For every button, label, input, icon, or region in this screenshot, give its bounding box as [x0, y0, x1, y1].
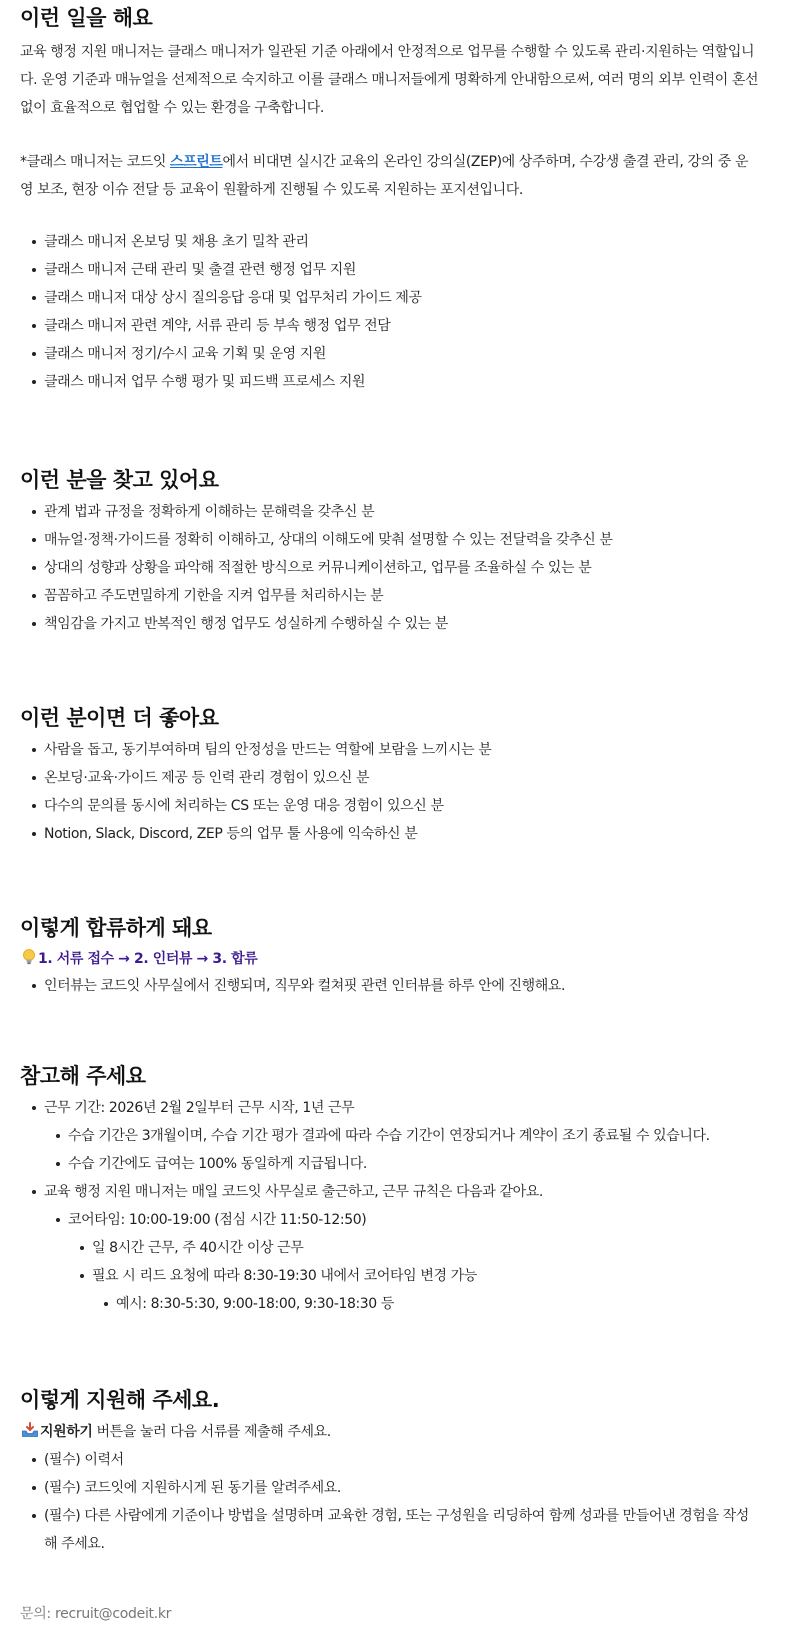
apply-list — [20, 1446, 760, 1558]
apply-instruction — [20, 1418, 760, 1446]
role-note-prefix: *클래스 매니저는 코드잇 — [20, 154, 170, 170]
section-preferred — [20, 700, 760, 848]
section-process — [20, 910, 760, 1000]
apply-instruction-text: 버튼을 눌러 다음 서류를 제출해 주세요. — [92, 1424, 331, 1440]
list-item: (필수) 이력서 — [20, 1446, 760, 1474]
section-heading-looking: 이런 분을 찾고 있어요 — [20, 468, 219, 492]
list-item: 교육 행정 지원 매니저는 매일 코드잇 사무실로 출근하고, 근무 규칙은 다음과 같아요. — [20, 1178, 760, 1206]
section-looking — [20, 462, 760, 638]
contact-info: 문의: recruit@codeit.kr — [20, 1606, 172, 1622]
list-item: 클래스 매니저 대상 상시 질의응답 응대 및 업무처리 가이드 제공 — [20, 284, 760, 312]
sprint-link[interactable]: 스프린트 — [170, 154, 223, 170]
list-item: (필수) 다른 사람에게 기준이나 방법을 설명하며 교육한 경험, 또는 구성원을 리딩하여 함께 성과를 만들어낸 경험을 작성해 주세요. — [20, 1502, 760, 1558]
list-item: 클래스 매니저 업무 수행 평가 및 피드백 프로세스 지원 — [20, 368, 760, 396]
list-item: 꼼꼼하고 주도면밀하게 기한을 지켜 업무를 처리하시는 분 — [20, 582, 760, 610]
list-item: (필수) 코드잇에 지원하시게 된 동기를 알려주세요. — [20, 1474, 760, 1502]
list-item: 클래스 매니저 관련 계약, 서류 관리 등 부속 행정 업무 전담 — [20, 312, 760, 340]
notes-example-list — [20, 1290, 760, 1318]
notes-coretime-list — [20, 1206, 760, 1234]
role-note — [20, 148, 760, 204]
list-item: 코어타임: 10:00-19:00 (점심 시간 11:50-12:50) — [20, 1206, 760, 1234]
list-item: 클래스 매니저 온보딩 및 채용 초기 밀착 관리 — [20, 228, 760, 256]
looking-list — [20, 498, 760, 638]
list-item: 인터뷰는 코드잇 사무실에서 진행되며, 직무와 컬쳐핏 관련 인터뷰를 하루 안에 진행해요. — [20, 972, 760, 1000]
section-notes — [20, 1058, 760, 1318]
list-item: 근무 기간: 2026년 2월 2일부터 근무 시작, 1년 근무 — [20, 1094, 760, 1122]
list-item: 필요 시 리드 요청에 따라 8:30-19:30 내에서 코어타임 변경 가능 — [20, 1262, 760, 1290]
notes-list — [20, 1094, 760, 1122]
list-item: 클래스 매니저 정기/수시 교육 기획 및 운영 지원 — [20, 340, 760, 368]
role-list — [20, 228, 760, 396]
role-intro: 교육 행정 지원 매니저는 클래스 매니저가 일관된 기준 아래에서 안정적으로 업무를 수행할 수 있도록 관리·지원하는 역할입니다. 운영 기준과 매뉴얼을 선제적으로 숙지하고 이를 클래스 매니저들에게 명확하게 안내함으로써, 여러 명의 외부 인력이 혼선 없이 효율적으로 협업할 수 있는 환경을 구축합니다. — [20, 44, 759, 116]
lightbulb-icon — [20, 946, 38, 972]
notes-office-list — [20, 1178, 760, 1206]
list-item: 수습 기간은 3개월이며, 수습 기간 평가 결과에 따라 수습 기간이 연장되거나 계약이 조기 종료될 수 있습니다. — [20, 1122, 760, 1150]
section-heading-role: 이런 일을 해요 — [20, 6, 153, 30]
section-role — [20, 0, 760, 396]
notes-coretime-sublist — [20, 1234, 760, 1290]
apply-button-name: 지원하기 — [40, 1424, 93, 1440]
process-steps-text: 1. 서류 접수 → 2. 인터뷰 → 3. 합류 — [38, 951, 258, 967]
section-apply — [20, 1382, 760, 1558]
list-item: Notion, Slack, Discord, ZEP 등의 업무 툴 사용에 익숙하신 분 — [20, 820, 760, 848]
process-list — [20, 972, 760, 1000]
list-item: 상대의 성향과 상황을 파악해 적절한 방식으로 커뮤니케이션하고, 업무를 조율하실 수 있는 분 — [20, 554, 760, 582]
list-item: 매뉴얼·정책·가이드를 정확히 이해하고, 상대의 이해도에 맞춰 설명할 수 있는 전달력을 갖추신 분 — [20, 526, 760, 554]
section-heading-apply: 이렇게 지원해 주세요. — [20, 1388, 220, 1412]
process-steps — [20, 946, 760, 972]
preferred-list — [20, 736, 760, 848]
list-item: 수습 기간에도 급여는 100% 동일하게 지급됩니다. — [20, 1150, 760, 1178]
role-note-suffix: 에서 비대면 실시간 교육의 온라인 강의실(ZEP)에 상주하며, 수강생 출결 관리, 강의 중 운영 보조, 현장 이슈 전달 등 교육이 원활하게 진행될 수 있도록 지원하는 포지션입니다. — [20, 154, 749, 198]
notes-period-sublist — [20, 1122, 760, 1178]
list-item: 관계 법과 규정을 정확하게 이해하는 문해력을 갖추신 분 — [20, 498, 760, 526]
list-item: 클래스 매니저 근태 관리 및 출결 관련 행정 업무 지원 — [20, 256, 760, 284]
list-item: 온보딩·교육·가이드 제공 등 인력 관리 경험이 있으신 분 — [20, 764, 760, 792]
list-item: 사람을 돕고, 동기부여하며 팀의 안정성을 만드는 역할에 보람을 느끼시는 분 — [20, 736, 760, 764]
list-item: 책임감을 가지고 반복적인 행정 업무도 성실하게 수행하실 수 있는 분 — [20, 610, 760, 638]
section-heading-process: 이렇게 합류하게 돼요 — [20, 916, 212, 940]
section-heading-notes: 참고해 주세요 — [20, 1064, 146, 1088]
list-item: 일 8시간 근무, 주 40시간 이상 근무 — [20, 1234, 760, 1262]
list-item: 예시: 8:30-5:30, 9:00-18:00, 9:30-18:30 등 — [20, 1290, 760, 1318]
inbox-tray-icon — [20, 1418, 40, 1446]
list-item: 다수의 문의를 동시에 처리하는 CS 또는 운영 대응 경험이 있으신 분 — [20, 792, 760, 820]
section-heading-preferred: 이런 분이면 더 좋아요 — [20, 706, 219, 730]
